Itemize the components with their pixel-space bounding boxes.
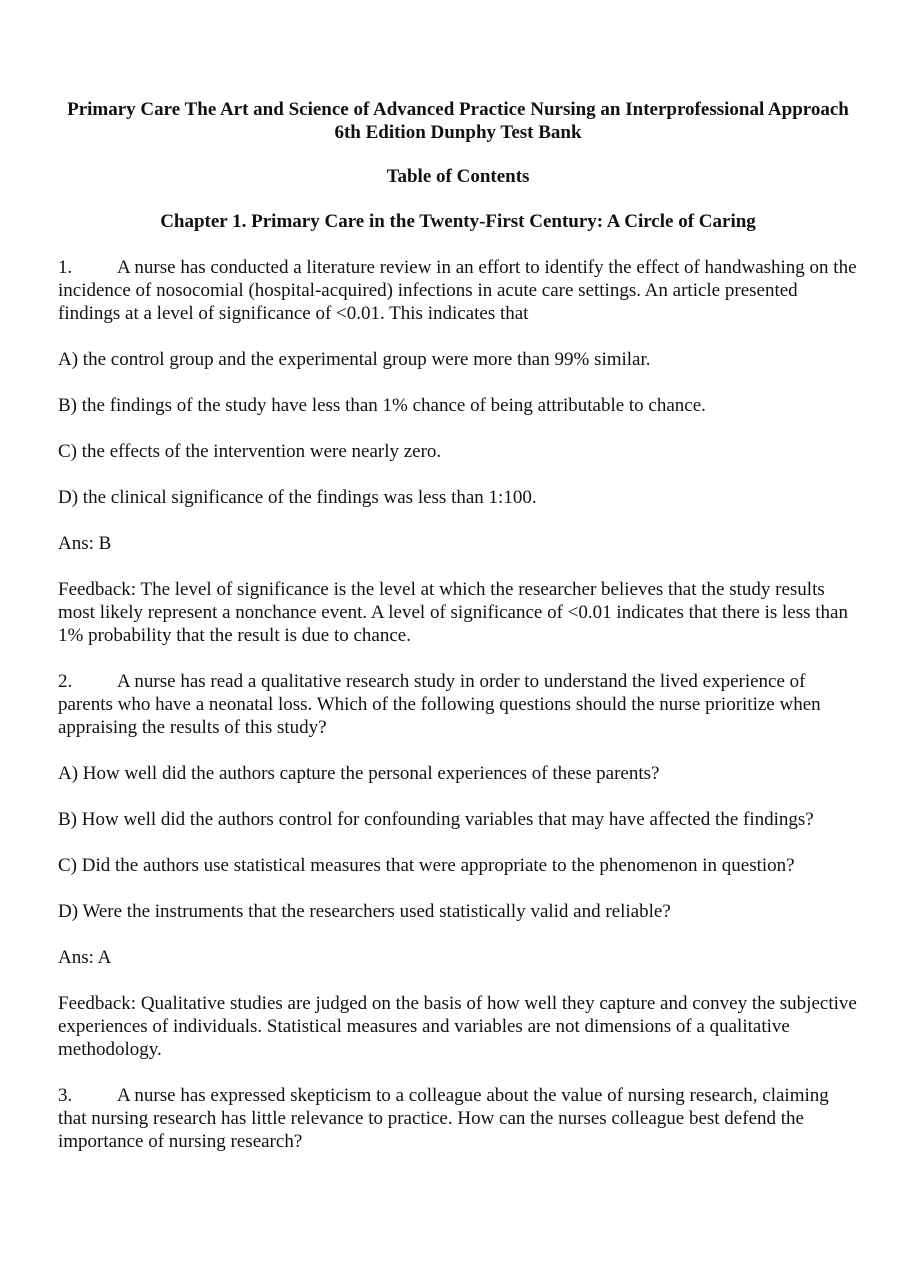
question-1-option-c: C) the effects of the intervention were nearly zero. [58, 441, 442, 462]
question-1-option-b: B) the findings of the study have less than 1% chance of being attributable to chance. [58, 395, 706, 416]
question-3-text: A nurse has expressed skepticism to a colleague about the value of nursing research, claiming that nursing research has little relevance to practice. How can the nurses colleague best defend the importance of nursing research? [58, 1085, 829, 1152]
question-2-option-d: D) Were the instruments that the researchers used statistically valid and reliable? [58, 901, 671, 922]
document-title: Primary Care The Art and Science of Advanced Practice Nursing an Interprofessional Approach 6th Edition Dunphy Test Bank [67, 99, 849, 143]
question-1-text: A nurse has conducted a literature review in an effort to identify the effect of handwashing on the incidence of nosocomial (hospital-acquired) infections in acute care settings. An article presented findings at a level of significance of <0.01. This indicates that [58, 257, 857, 324]
toc-heading: Table of Contents [386, 166, 530, 187]
document-page [58, 98, 858, 1153]
question-1-feedback: Feedback: The level of significance is the level at which the researcher believes that the study results most likely represent a nonchance event. A level of significance of <0.01 indicates that there is less than 1% probability that the result is due to chance. [58, 579, 848, 646]
question-1-stem [58, 256, 858, 325]
question-2-text: A nurse has read a qualitative research study in order to understand the lived experience of parents who have a neonatal loss. Which of the following questions should the nurse prioritize when appraising the results of this study? [58, 671, 821, 738]
question-3-stem [58, 1084, 858, 1153]
question-3-number: 3. [58, 1085, 73, 1106]
question-1-option-d: D) the clinical significance of the findings was less than 1:100. [58, 487, 537, 508]
question-2-option-b: B) How well did the authors control for confounding variables that may have affected the findings? [58, 809, 814, 830]
question-2-number: 2. [58, 671, 73, 692]
question-2-answer: Ans: A [58, 947, 112, 968]
question-2-option-c: C) Did the authors use statistical measures that were appropriate to the phenomenon in question? [58, 855, 795, 876]
question-2-stem [58, 670, 858, 739]
question-2-feedback: Feedback: Qualitative studies are judged on the basis of how well they capture and convey the subjective experiences of individuals. Statistical measures and variables are not dimensions of a qualitative methodology. [58, 993, 857, 1060]
chapter-heading: Chapter 1. Primary Care in the Twenty-First Century: A Circle of Caring [160, 211, 756, 232]
question-2-option-a: A) How well did the authors capture the personal experiences of these parents? [58, 763, 660, 784]
question-1-answer: Ans: B [58, 533, 112, 554]
question-1-number: 1. [58, 257, 73, 278]
question-1-option-a: A) the control group and the experimental group were more than 99% similar. [58, 349, 651, 370]
